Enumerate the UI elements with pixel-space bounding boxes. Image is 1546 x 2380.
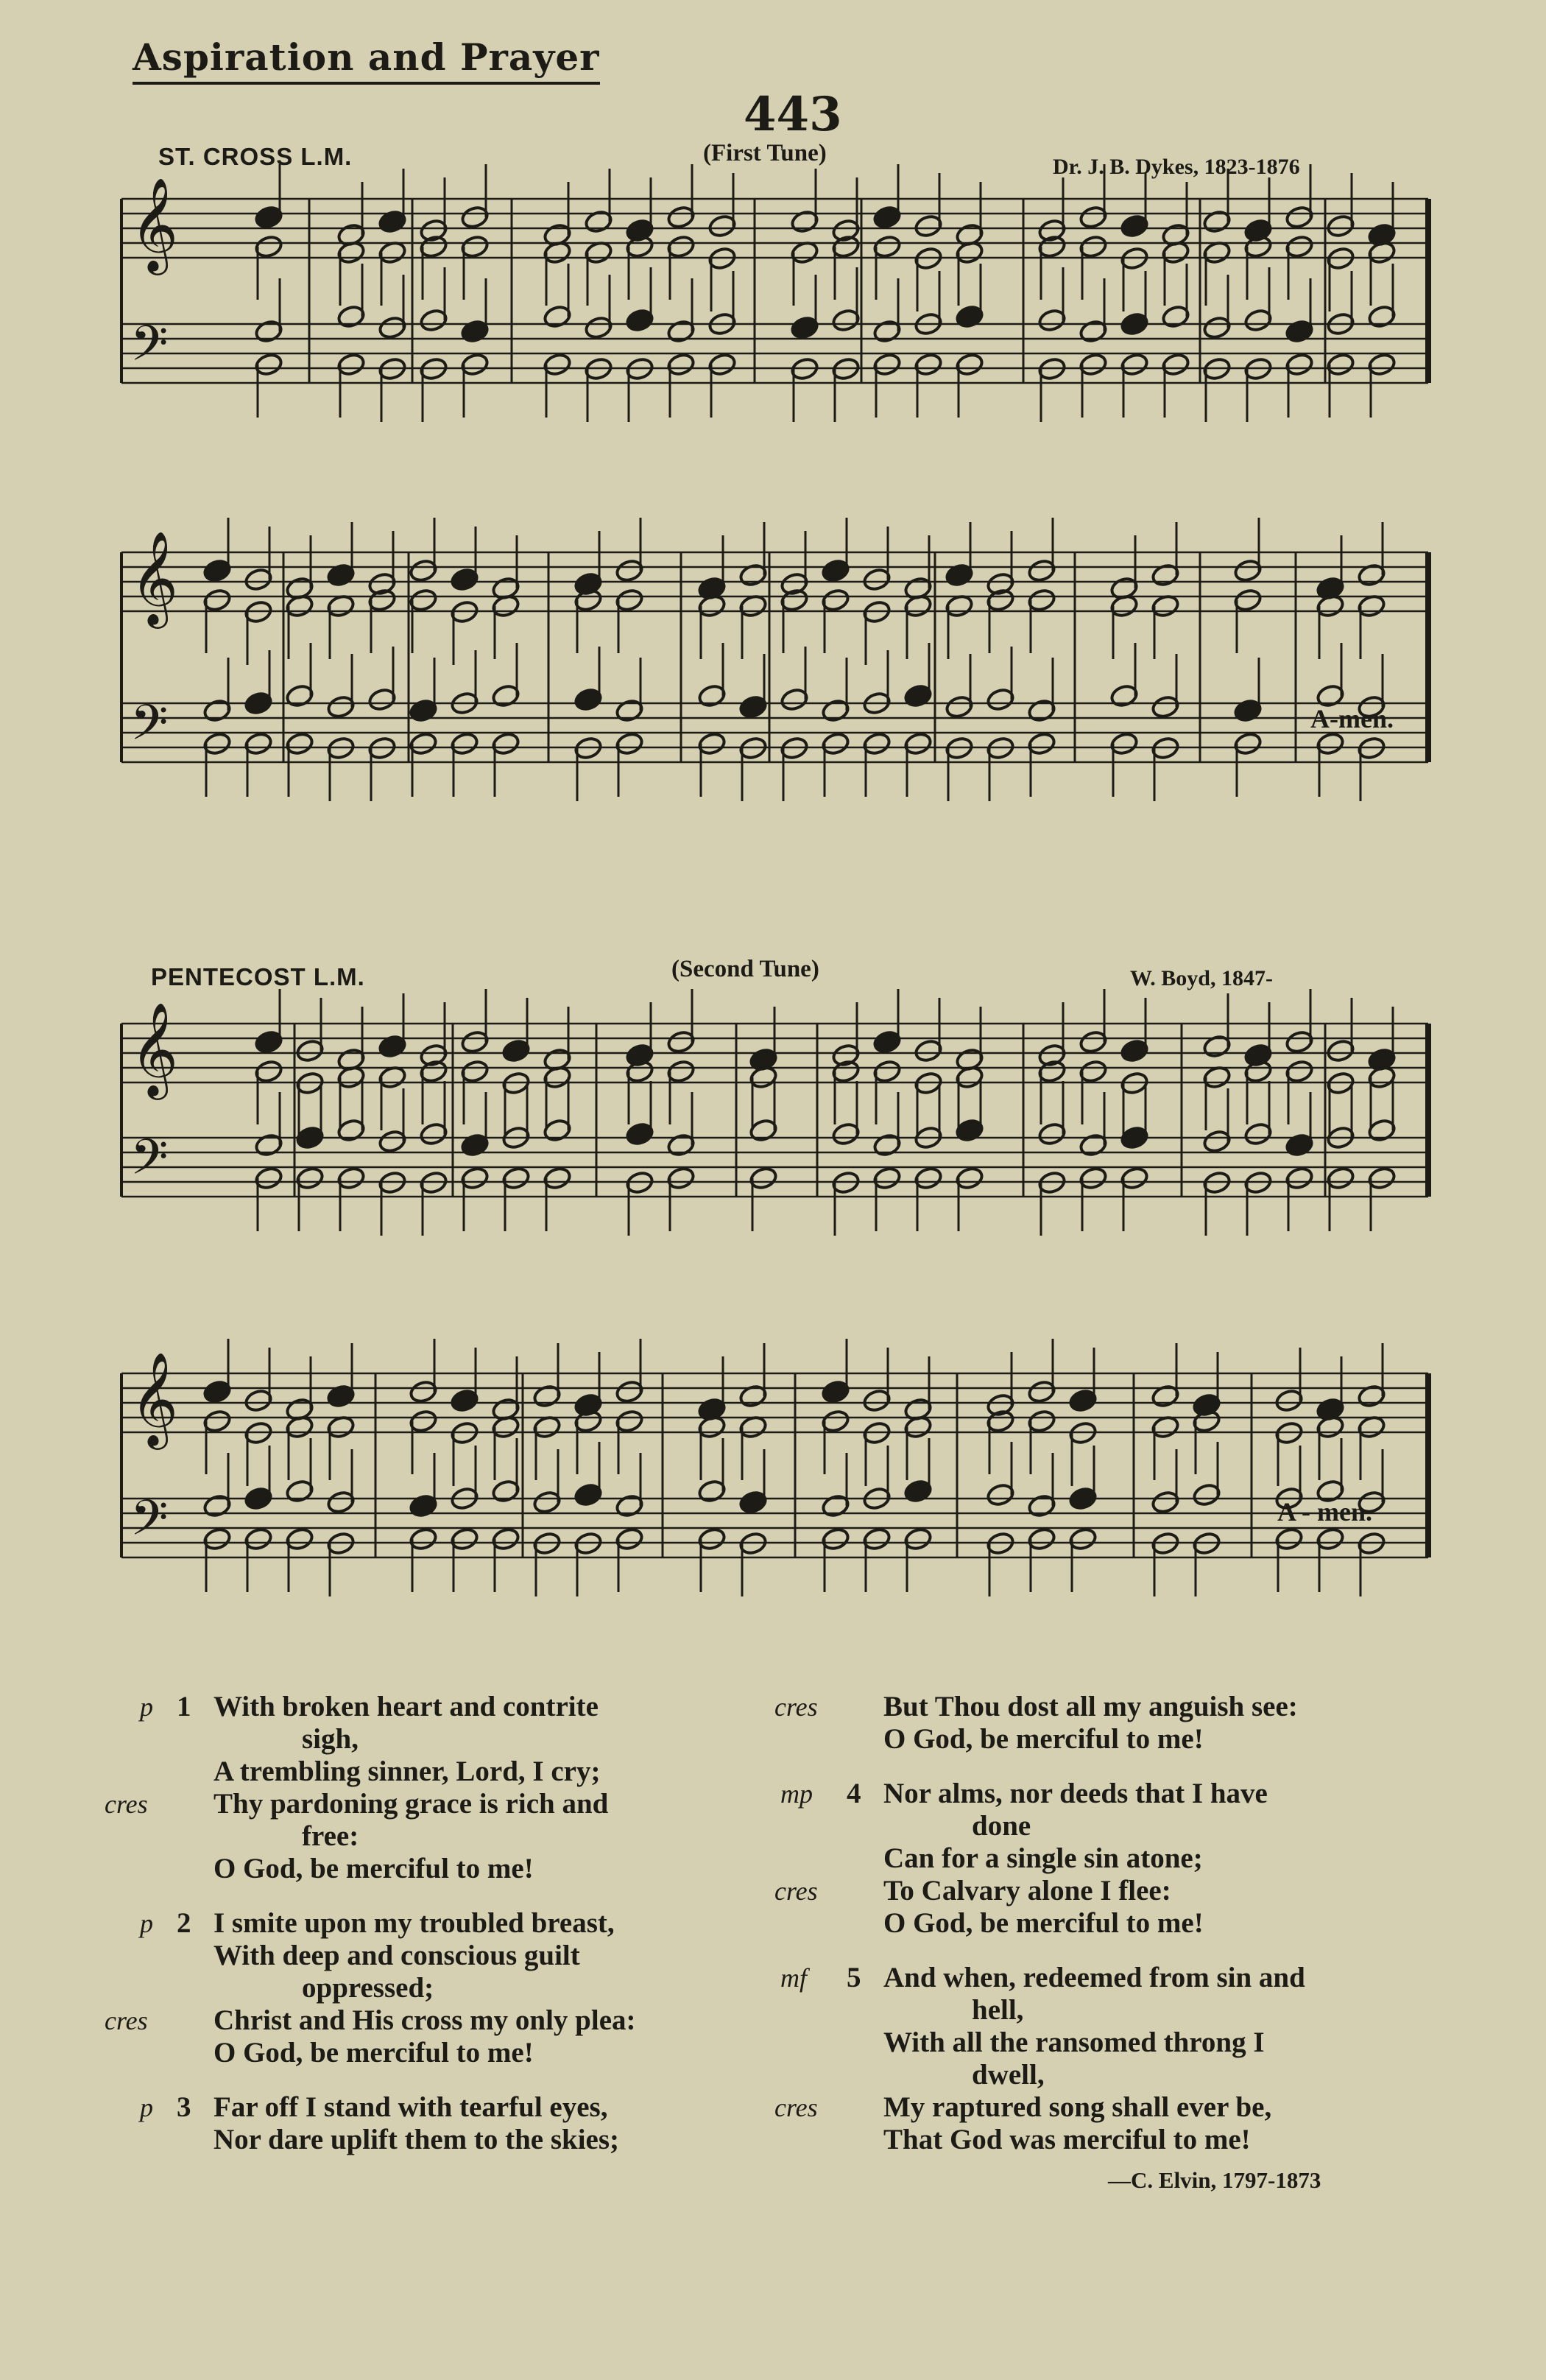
stanza xyxy=(110,2091,751,2156)
verses-right-column xyxy=(774,1691,1421,2178)
verse-line xyxy=(110,1907,751,1940)
stanza xyxy=(774,1962,1421,2156)
verse-line xyxy=(780,2124,1421,2156)
verse-line xyxy=(774,1691,1421,1723)
verse-line xyxy=(110,2124,751,2156)
stanza-number: 2 xyxy=(177,1907,191,1939)
verse-line xyxy=(110,2037,751,2069)
verse-text: O God, be merciful to me! xyxy=(883,1907,1204,1939)
verse-text: A trembling sinner, Lord, I cry; xyxy=(213,1756,601,1787)
verse-line xyxy=(780,2059,1421,2091)
stanza xyxy=(774,1691,1421,1756)
tune1-composer: Dr. J. B. Dykes, 1823-1876 xyxy=(1053,155,1300,179)
verse-text: sigh, xyxy=(302,1723,359,1755)
tune2-composer: W. Boyd, 1847- xyxy=(1130,966,1273,990)
hymn-author: —C. Elvin, 1797-1873 xyxy=(1108,2167,1321,2193)
tune1-name: ST. CROSS L.M. xyxy=(158,143,353,170)
hymn-number: 443 xyxy=(744,87,842,142)
stanza xyxy=(105,1907,751,2069)
verse-text: Nor alms, nor deeds that I have xyxy=(883,1778,1268,1809)
svg-text:𝄢: 𝄢 xyxy=(130,315,169,384)
verse-text: And when, redeemed from sin and xyxy=(883,1962,1305,1993)
dynamic-mark: p xyxy=(140,1692,153,1722)
verse-text: That God was merciful to me! xyxy=(883,2124,1251,2155)
verse-text: Nor dare uplift them to the skies; xyxy=(213,2124,620,2155)
verse-line xyxy=(780,1907,1421,1940)
verse-line xyxy=(780,1778,1421,1810)
tune1-which: (First Tune) xyxy=(703,140,827,166)
stanza xyxy=(774,1778,1421,1940)
dynamic-mark: p xyxy=(140,1909,153,1938)
tune2-amen: A - men. xyxy=(1277,1497,1372,1527)
verse-line xyxy=(110,2091,751,2124)
verse-line xyxy=(780,1810,1421,1842)
verse-line xyxy=(110,1723,751,1756)
verse-line xyxy=(110,1820,751,1853)
dynamic-mark: mp xyxy=(780,1779,813,1809)
stanza-number: 4 xyxy=(847,1778,861,1809)
verse-text: Can for a single sin atone; xyxy=(883,1842,1203,1874)
stanza-number: 5 xyxy=(847,1962,861,1993)
verse-text: With deep and conscious guilt xyxy=(213,1940,580,1971)
verse-text: hell, xyxy=(972,1994,1024,2026)
svg-text:𝄢: 𝄢 xyxy=(130,1490,169,1558)
tune1-amen: A-men. xyxy=(1310,704,1394,733)
svg-text:𝄢: 𝄢 xyxy=(130,1129,169,1197)
verse-line xyxy=(105,1788,751,1820)
verse-text: done xyxy=(972,1810,1031,1842)
verse-text: dwell, xyxy=(972,2059,1045,2091)
svg-text:𝄞: 𝄞 xyxy=(130,177,179,271)
dynamic-mark: p xyxy=(140,2093,153,2122)
svg-text:𝄞: 𝄞 xyxy=(130,1001,179,1096)
verse-line xyxy=(110,1940,751,1972)
verse-line xyxy=(780,1994,1421,2027)
verse-line xyxy=(780,1723,1421,1756)
stanza xyxy=(105,1691,751,1885)
verse-line xyxy=(774,2091,1421,2124)
verse-line xyxy=(110,1691,751,1723)
verse-line xyxy=(780,1962,1421,1994)
verse-text: Christ and His cross my only plea: xyxy=(213,2004,636,2036)
verse-text: oppressed; xyxy=(302,1972,434,2004)
cres-mark: cres xyxy=(105,2006,148,2035)
verse-text: My raptured song shall ever be, xyxy=(883,2091,1272,2123)
dynamic-mark: mf xyxy=(780,1963,807,1993)
verse-text: Thy pardoning grace is rich and xyxy=(213,1788,609,1820)
cres-mark: cres xyxy=(774,1876,818,1906)
verse-text: O God, be merciful to me! xyxy=(883,1723,1204,1755)
verse-text: But Thou dost all my anguish see: xyxy=(883,1691,1298,1722)
verse-line xyxy=(774,1875,1421,1907)
verse-text: With all the ransomed throng I xyxy=(883,2027,1265,2058)
verse-text: O God, be merciful to me! xyxy=(213,1853,534,1884)
stanza-number: 3 xyxy=(177,2091,191,2123)
verse-line xyxy=(110,1756,751,1788)
verse-text: free: xyxy=(302,1820,359,1852)
verse-line xyxy=(110,1853,751,1885)
tune2-name: PENTECOST L.M. xyxy=(151,963,365,990)
verse-line xyxy=(110,1972,751,2004)
tune2-which: (Second Tune) xyxy=(671,956,819,982)
svg-text:𝄞: 𝄞 xyxy=(130,530,179,624)
verse-line xyxy=(780,1842,1421,1875)
verses-left-column xyxy=(105,1691,751,2178)
stanza-number: 1 xyxy=(177,1691,191,1722)
svg-text:𝄞: 𝄞 xyxy=(130,1351,179,1446)
verse-text: Far off I stand with tearful eyes, xyxy=(213,2091,608,2123)
verse-text: O God, be merciful to me! xyxy=(213,2037,534,2069)
verse-line xyxy=(780,2027,1421,2059)
verse-line xyxy=(105,2004,751,2037)
section-title: Aspiration and Prayer xyxy=(133,35,600,85)
cres-mark: cres xyxy=(774,1692,818,1722)
svg-text:𝄢: 𝄢 xyxy=(130,694,169,763)
verse-text: I smite upon my troubled breast, xyxy=(213,1907,615,1939)
cres-mark: cres xyxy=(105,1789,148,1819)
verse-text: With broken heart and contrite xyxy=(213,1691,599,1722)
verse-text: To Calvary alone I flee: xyxy=(883,1875,1171,1907)
cres-mark: cres xyxy=(774,2093,818,2122)
